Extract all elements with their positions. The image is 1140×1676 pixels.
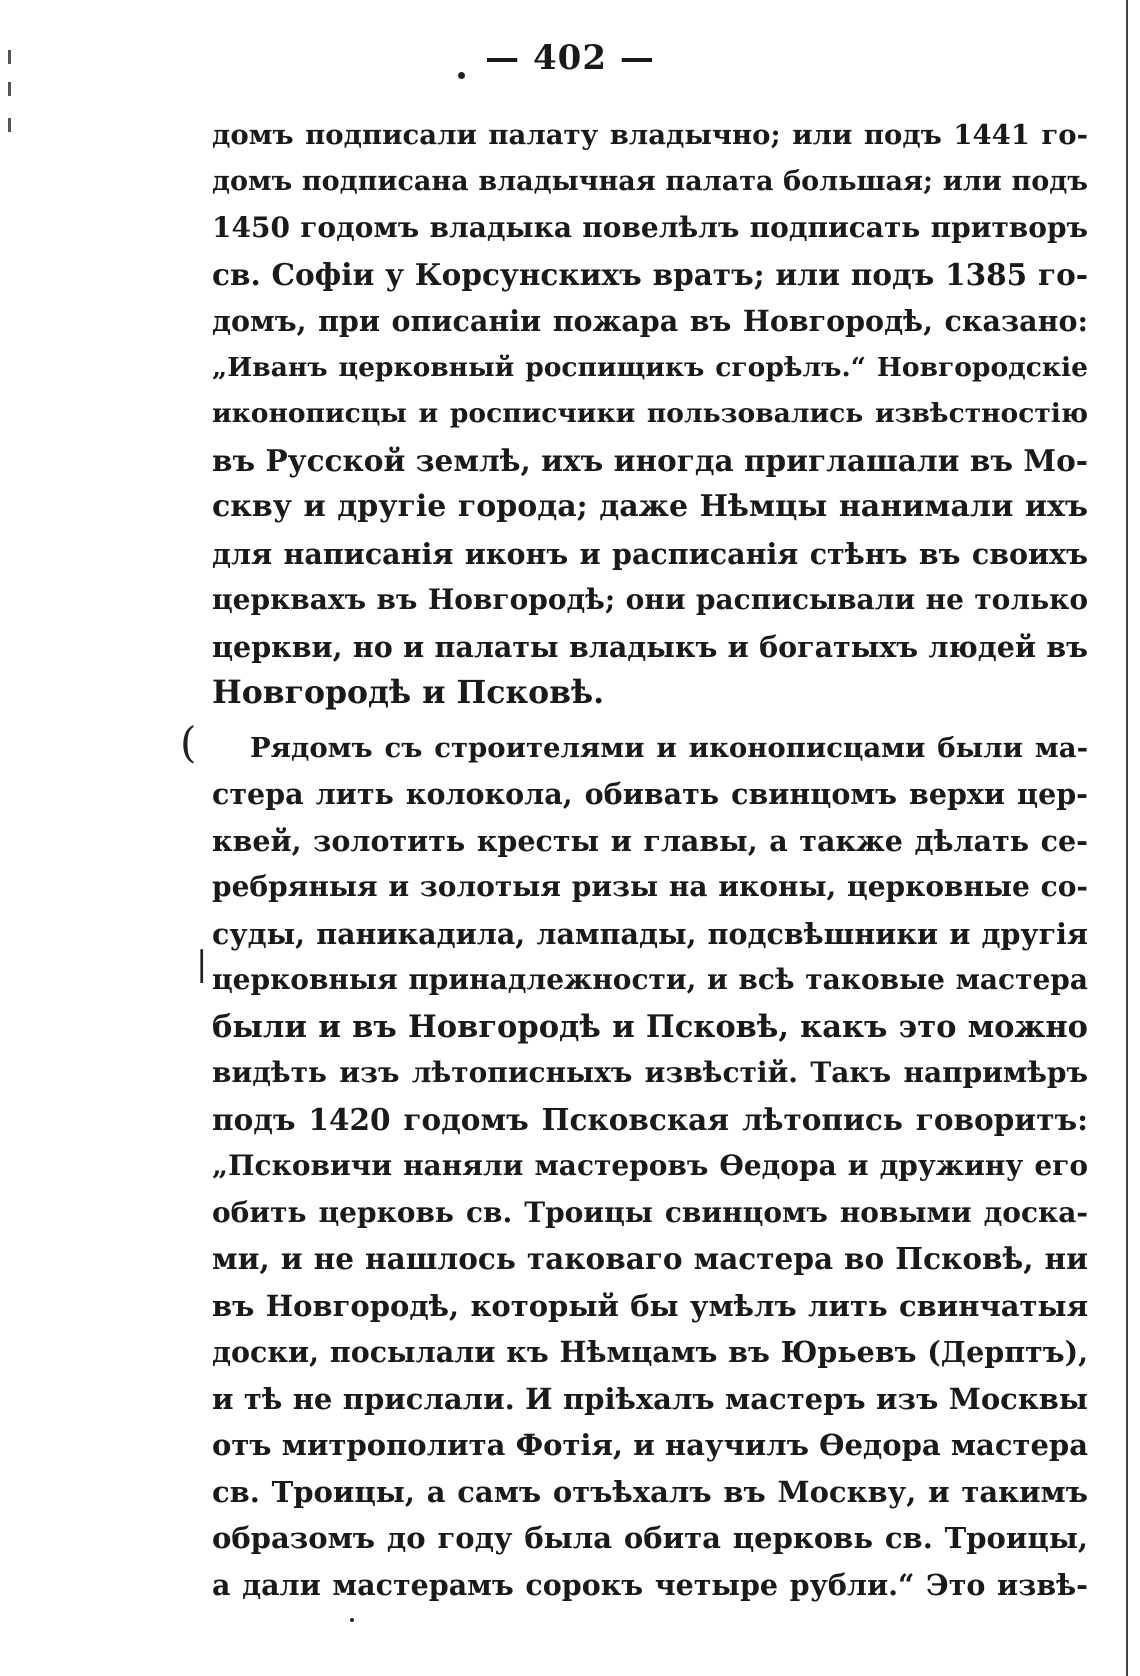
text-line: въ Русской землѣ, ихъ иногда приглашали въ Мо- [212,442,1088,478]
text-line: церковныя принадлежности, и всѣ таковые мастера [212,963,1088,996]
text-line: въ Новгородѣ, который бы умѣлъ лить свинчатыя [212,1288,1088,1323]
text-line: домъ подписали палату владычно; или подъ 1441 го- [212,119,1088,151]
text-line: для написанія иконъ и расписанія стѣнъ въ своихъ [212,536,1088,571]
text-line: иконописцы и росписчики пользовались извѣстностію [212,398,1088,429]
text-line: были и въ Новгородѣ и Псковѣ, какъ это можно [212,1008,1088,1045]
text-line: домъ, при описаніи пожара въ Новгородѣ, сказано: [212,304,1088,338]
text-line: доски, посылали къ Нѣмцамъ въ Юрьевъ (Дерптъ), [212,1335,1088,1369]
text-line: Рядомъ съ строителями и иконописцами были ма- [250,731,1088,764]
handwritten-margin-mark: ( [180,718,197,767]
text-line: суды, паникадила, лампады, подсвѣшники и другія [212,916,1088,951]
page-number: — 402 — [485,38,655,78]
text-line: видѣть изъ лѣтописныхъ извѣстій. Такъ напримѣръ [212,1056,1088,1089]
text-line: ребряныя и золотыя ризы на иконы, церковные со- [212,870,1088,903]
ink-dot [350,1618,354,1622]
paragraph-gap [212,717,1088,725]
text-line: Новгородѣ и Псковѣ. [212,674,605,711]
text-line: и тѣ не прислали. И пріѣхалъ мастеръ изъ Москвы [212,1381,1088,1416]
text-line: домъ подписана владычная палата большая; или подъ [212,165,1088,197]
text-line: 1450 годомъ владыка повелѣлъ подписать притворъ [212,211,1088,244]
text-line: „Псковичи наняли мастеровъ Ѳедора и дружину его [212,1149,1088,1182]
text-line: обить церковь св. Троицы свинцомъ новыми доска- [212,1195,1088,1229]
text-line: церкви, но и палаты владыкъ и богатыхъ людей въ [212,629,1088,664]
text-line: а дали мастерамъ сорокъ четыре рубли.“ Это извѣ- [212,1567,1088,1602]
text-line: подъ 1420 годомъ Псковская лѣтопись говоритъ: [212,1101,1088,1137]
text-line: квей, золотить кресты и главы, а также дѣлать се- [212,823,1088,858]
scan-margin-tick [8,82,11,96]
text-line: стера лить колокола, обивать свинцомъ верхи цер- [212,777,1088,811]
text-line: св. Софіи у Корсунскихъ вратъ; или подъ 1385 го- [212,256,1088,292]
scan-edge-line [1126,0,1128,1676]
text-line: скву и другіе города; даже Нѣмцы нанимали ихъ [212,489,1088,524]
handwritten-margin-mark: | [196,944,208,984]
text-line: ми, и не нашлось таковаго мастера во Псковѣ, ни [212,1241,1088,1276]
text-line: св. Троицы, а самъ отъѣхалъ въ Москву, и такимъ [212,1474,1088,1509]
text-line: „Иванъ церковный роспищикъ сгорѣлъ.“ Новгородскіе [212,351,1088,383]
text-line: образомъ до году была обита церковь св. Троицы, [212,1521,1088,1555]
scan-margin-tick [8,118,11,132]
text-line: отъ митрополита Фотія, и научилъ Ѳедора мастера [212,1428,1088,1462]
text-line: церквахъ въ Новгородѣ; они расписывали не только [212,583,1088,616]
body-text [212,112,1088,1608]
